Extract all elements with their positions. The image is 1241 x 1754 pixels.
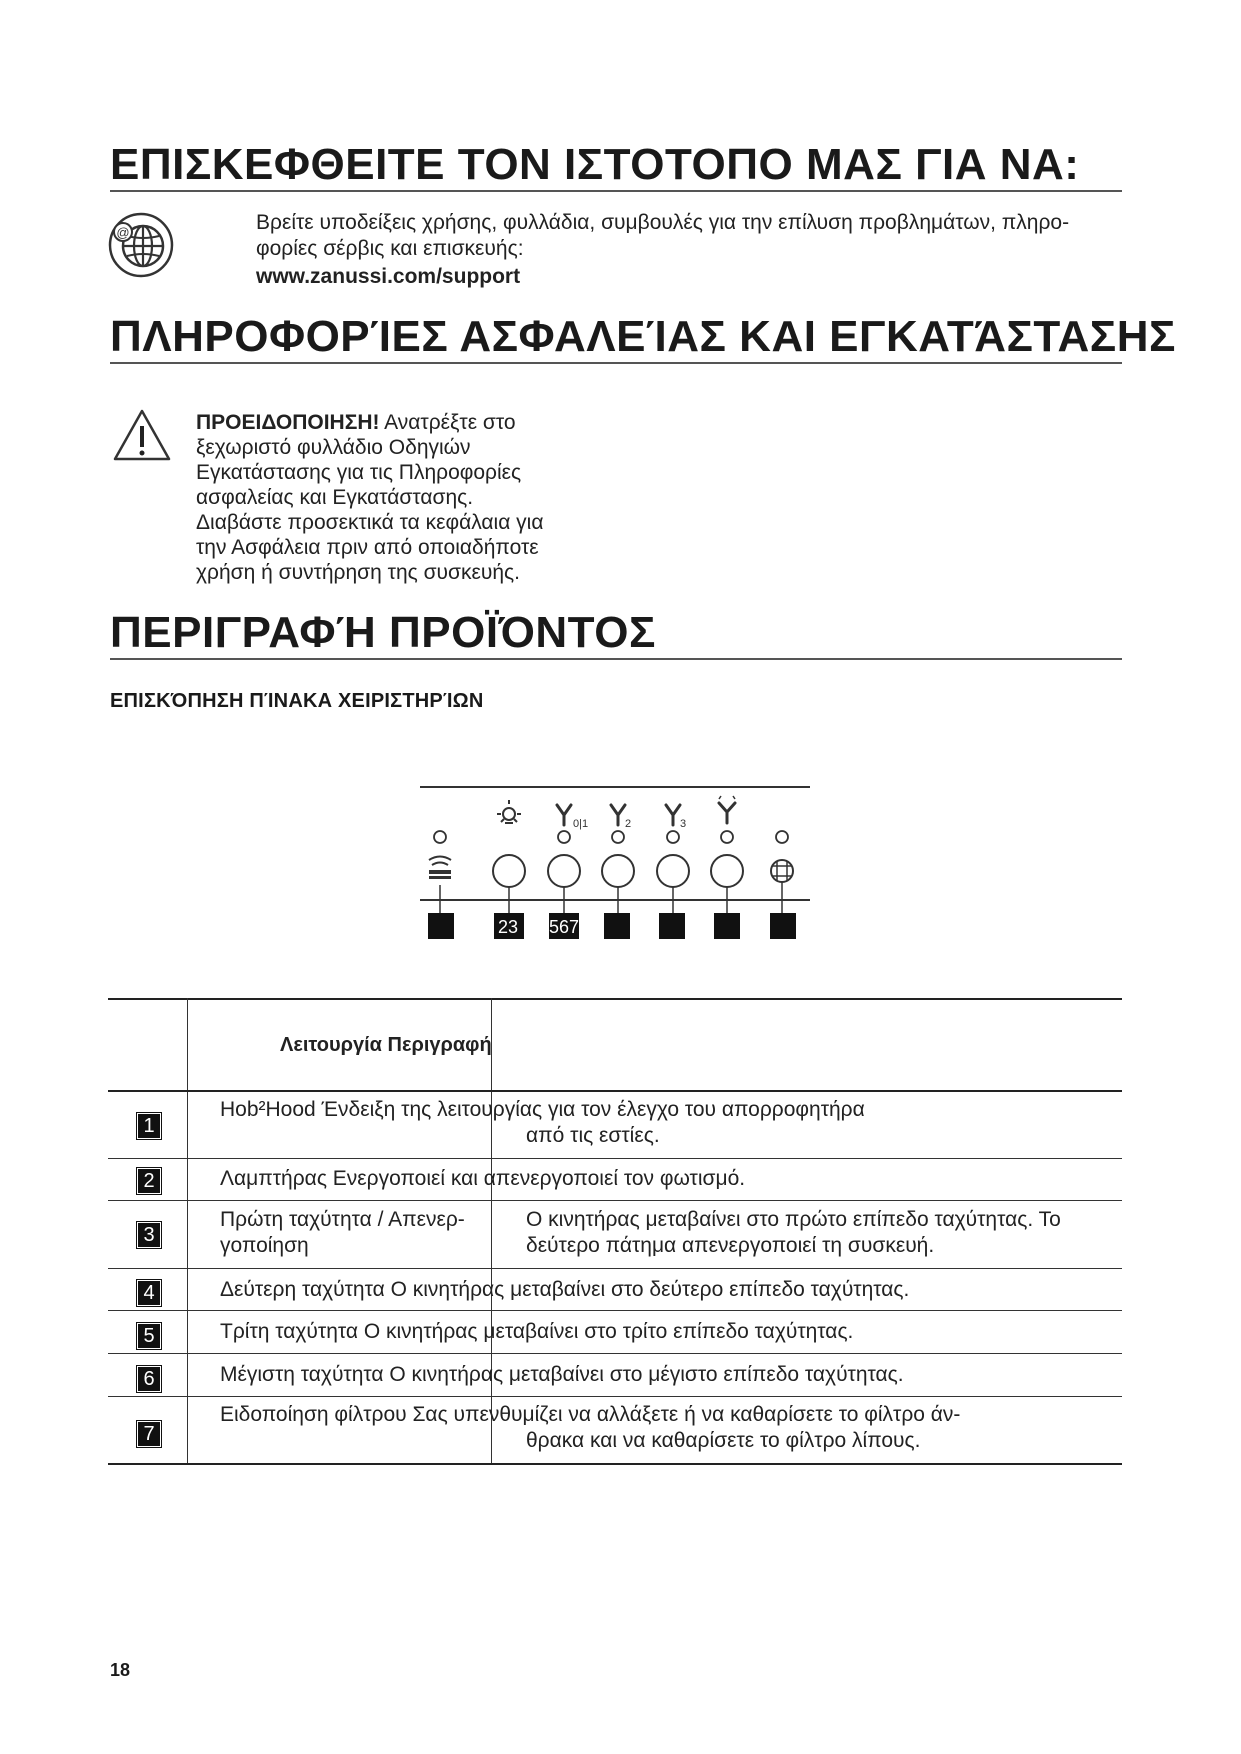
table-col-divider-1 bbox=[187, 998, 188, 1463]
row-number-6: 6 bbox=[137, 1366, 161, 1392]
indicator-led bbox=[558, 831, 570, 843]
row-number-7: 7 bbox=[137, 1421, 161, 1447]
callout-box-7 bbox=[714, 913, 740, 939]
warning-triangle-icon bbox=[112, 408, 172, 462]
table-row-rule bbox=[108, 1353, 1122, 1354]
row-number-2: 2 bbox=[137, 1168, 161, 1194]
callout-box-8 bbox=[770, 913, 796, 939]
fan-speed-1-icon bbox=[557, 805, 588, 830]
section-title-product: ΠΕΡΙΓΡΑΦΉ ΠΡΟΪΌΝΤΟΣ bbox=[110, 608, 656, 657]
warning-line1-rest: Ανατρέξτε στο bbox=[379, 411, 516, 434]
fan-max-icon bbox=[719, 796, 735, 823]
warning-line-7: χρήση ή συντήρηση της συσκευής. bbox=[196, 561, 520, 584]
fan-speed-2-icon bbox=[611, 805, 631, 830]
control-panel-diagram bbox=[415, 785, 815, 945]
warning-line-6: την Ασφάλεια πριν από οποιαδήποτε bbox=[196, 536, 539, 559]
callout-box-1 bbox=[428, 913, 454, 939]
website-text-line2: φορίες σέρβις και επισκευής: bbox=[256, 237, 524, 260]
table-row-rule bbox=[108, 1200, 1122, 1201]
row5-line1: Τρίτη ταχύτητα Ο κινητήρας μεταβαίνει στο τρίτο επίπεδο ταχύτητας. bbox=[220, 1320, 854, 1343]
row-number-5: 5 bbox=[137, 1323, 161, 1349]
warning-line-5: Διαβάστε προσεκτικά τα κεφάλαια για bbox=[196, 511, 544, 534]
svg-text:@: @ bbox=[116, 225, 130, 240]
indicator-led bbox=[434, 831, 446, 843]
row-number-3: 3 bbox=[137, 1222, 161, 1248]
support-url-link[interactable]: www.zanussi.com/support bbox=[256, 265, 521, 288]
row3-func1: Πρώτη ταχύτητα / Απενερ- bbox=[220, 1208, 465, 1231]
row1-line1: Hob²Hood Ένδειξη της λειτουργίας για τον έλεγχο του απορροφητήρα bbox=[220, 1098, 865, 1121]
speed-max-button bbox=[711, 855, 743, 887]
warning-label: ΠΡΟΕΙΔΟΠΟΙΗΣΗ! bbox=[196, 411, 380, 434]
indicator-led bbox=[721, 831, 733, 843]
row7-line1: Ειδοποίηση φίλτρου Σας υπενθυμίζει να αλλάξετε ή να καθαρίσετε το φίλτρο άν- bbox=[220, 1403, 961, 1426]
speed-2-button bbox=[602, 855, 634, 887]
section-rule bbox=[110, 658, 1122, 660]
website-text-line1: Βρείτε υποδείξεις χρήσης, φυλλάδια, συμβουλές για την επίλυση προβλημάτων, πληρο- bbox=[256, 211, 1070, 234]
table-header-rule bbox=[108, 1090, 1122, 1092]
row7-line2: θρακα και να καθαρίσετε το φίλτρο λίπους. bbox=[526, 1429, 921, 1452]
fan-label-1: 0|1 bbox=[573, 818, 589, 830]
row3-func2: γοποίηση bbox=[220, 1234, 309, 1257]
subsection-title-control-panel: ΕΠΙΣΚΌΠΗΣΗ ΠΊΝΑΚΑ ΧΕΙΡΙΣΤΗΡΊΩΝ bbox=[110, 690, 484, 712]
fan-speed-3-icon bbox=[666, 805, 686, 830]
table-header: Λειτουργία Περιγραφή bbox=[280, 1034, 492, 1056]
table-row-rule bbox=[108, 1158, 1122, 1159]
indicator-led bbox=[776, 831, 788, 843]
table-row-rule bbox=[108, 1396, 1122, 1397]
fan-label-2: 2 bbox=[625, 818, 632, 830]
warning-line-2: ξεχωριστό φυλλάδιο Οδηγιών bbox=[196, 436, 471, 459]
row4-line1: Δεύτερη ταχύτητα Ο κινητήρας μεταβαίνει στο δεύτερο επίπεδο ταχύτητας. bbox=[220, 1278, 910, 1301]
row2-line1: Λαμπτήρας Ενεργοποιεί και απενεργοποιεί τον φωτισμό. bbox=[220, 1167, 746, 1190]
table-row-rule bbox=[108, 1310, 1122, 1311]
row3-desc2: δεύτερο πάτημα απενεργοποιεί τη συσκευή. bbox=[526, 1234, 935, 1257]
web-globe-icon bbox=[106, 210, 176, 280]
row6-line1: Μέγιστη ταχύτητα Ο κινητήρας μεταβαίνει στο μέγιστο επίπεδο ταχύτητας. bbox=[220, 1363, 904, 1386]
hob2hood-icon bbox=[429, 857, 451, 880]
warning-line-3: Εγκατάστασης για τις Πληροφορίες bbox=[196, 461, 522, 484]
row3-desc1: Ο κινητήρας μεταβαίνει στο πρώτο επίπεδο ταχύτητας. Το bbox=[526, 1208, 1061, 1231]
warning-line-4: ασφαλείας και Εγκατάστασης. bbox=[196, 486, 474, 509]
row-number-4: 4 bbox=[137, 1280, 161, 1306]
callout-text-a: 23 bbox=[498, 917, 519, 937]
callout-box-5 bbox=[604, 913, 630, 939]
section-title-safety: ΠΛΗΡΟΦΟΡΊΕΣ ΑΣΦΑΛΕΊΑΣ ΚΑΙ ΕΓΚΑΤΆΣΤΑΣΗΣ bbox=[110, 312, 1176, 361]
warning-line-1 bbox=[196, 410, 516, 435]
callout-text-b: 567 bbox=[549, 917, 580, 937]
indicator-led bbox=[612, 831, 624, 843]
section-title-website: ΕΠΙΣΚΕΦΘΕΙΤΕ ΤΟΝ ΙΣΤΟΤΟΠΟ ΜΑΣ ΓΙΑ ΝΑ: bbox=[110, 140, 1080, 189]
light-button bbox=[493, 855, 525, 887]
callout-box-6 bbox=[659, 913, 685, 939]
table-row-rule bbox=[108, 1268, 1122, 1269]
section-rule bbox=[110, 362, 1122, 364]
page-number: 18 bbox=[110, 1660, 131, 1680]
indicator-led bbox=[667, 831, 679, 843]
speed-1-button bbox=[548, 855, 580, 887]
section-rule bbox=[110, 190, 1122, 192]
table-top-rule bbox=[108, 998, 1122, 1000]
light-bulb-icon bbox=[497, 800, 521, 823]
speed-3-button bbox=[657, 855, 689, 887]
fan-label-3: 3 bbox=[680, 818, 687, 830]
row-number-1: 1 bbox=[137, 1113, 161, 1139]
row1-line2: από τις εστίες. bbox=[526, 1124, 660, 1147]
table-bottom-rule bbox=[108, 1463, 1122, 1465]
table-header-divider bbox=[491, 998, 492, 1090]
filter-grid-icon bbox=[771, 860, 793, 882]
